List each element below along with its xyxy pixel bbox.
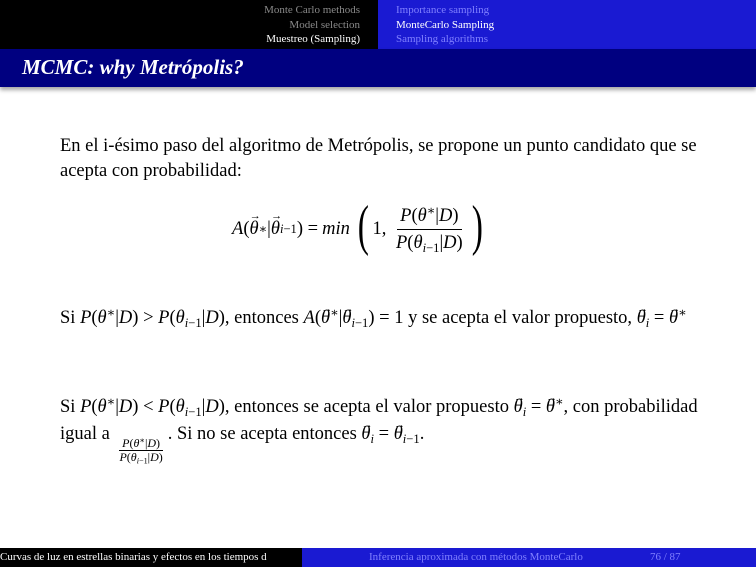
acceptance-equation: A ( → θ ∗ | → θ i −1 ) = min ( 1, $\frac{P(\theta^∗|D)}{P(\theta_{i-1}|D)}$ ): [232, 198, 486, 260]
nav-section-monte-carlo-methods[interactable]: Monte Carlo methods: [264, 4, 360, 16]
nav-subsection-montecarlo-sampling[interactable]: MonteCarlo Sampling: [396, 18, 495, 31]
footer-presentation-title: Inferencia aproximada con métodos MonteCarlo: [369, 551, 583, 563]
footer-right: [302, 548, 756, 567]
frame-title-bar: [0, 49, 756, 87]
nav-section-muestreo[interactable]: Muestreo (Sampling): [266, 33, 360, 45]
nav-subsection-sampling-algorithms[interactable]: Sampling algorithms: [396, 33, 488, 45]
slide-body: [60, 134, 720, 184]
header-navigation: [0, 0, 756, 49]
nav-subsection-importance-sampling[interactable]: Importance sampling: [396, 4, 490, 16]
footer-author-title: Curvas de luz en estrellas binarias y efectos en los tiempos d: [0, 548, 302, 567]
inline-ratio-fraction: $\frac{P(\theta^∗|D)}{P(\theta_{i-1}|D)}$: [119, 436, 163, 466]
section-nav: [0, 0, 378, 49]
footer-bar: [0, 548, 756, 567]
page-number: 76 / 87: [650, 551, 681, 563]
intro-paragraph: En el i-ésimo paso del algoritmo de Metrópolis, se propone un punto candidato que se acepta con probabilidad:: [60, 136, 697, 181]
case-less-paragraph: Si $P(\theta^∗|D) < P(\theta_{i-1}|D)$, entonces se acepta el valor propuesto → $\theta_i$ = → θ∗, con probabilidad igual a $\frac{P(\theta^∗|D)}{P(\theta_{i-1}|D)}$ . Si no se acepta entonces → $\theta_i$ = → $\theta_{i-1}$.: [60, 394, 710, 464]
nav-section-model-selection[interactable]: Model selection: [289, 18, 360, 31]
case-greater-paragraph: Si $P(\theta^∗|D) > P(\theta_{i-1}|D)$, entonces $A(\to \theta^∗|\to \theta_{i-1}) = 1$ y se acepta el valor propuesto, → $\theta_i$ = → θ∗: [60, 306, 710, 331]
subsection-nav: [378, 0, 756, 49]
ratio-fraction: $\frac{P(\theta^∗|D)}{P(\theta_{i-1}|D)}$: [395, 203, 463, 255]
frame-title: MCMC: why Metrópolis?: [22, 55, 244, 79]
